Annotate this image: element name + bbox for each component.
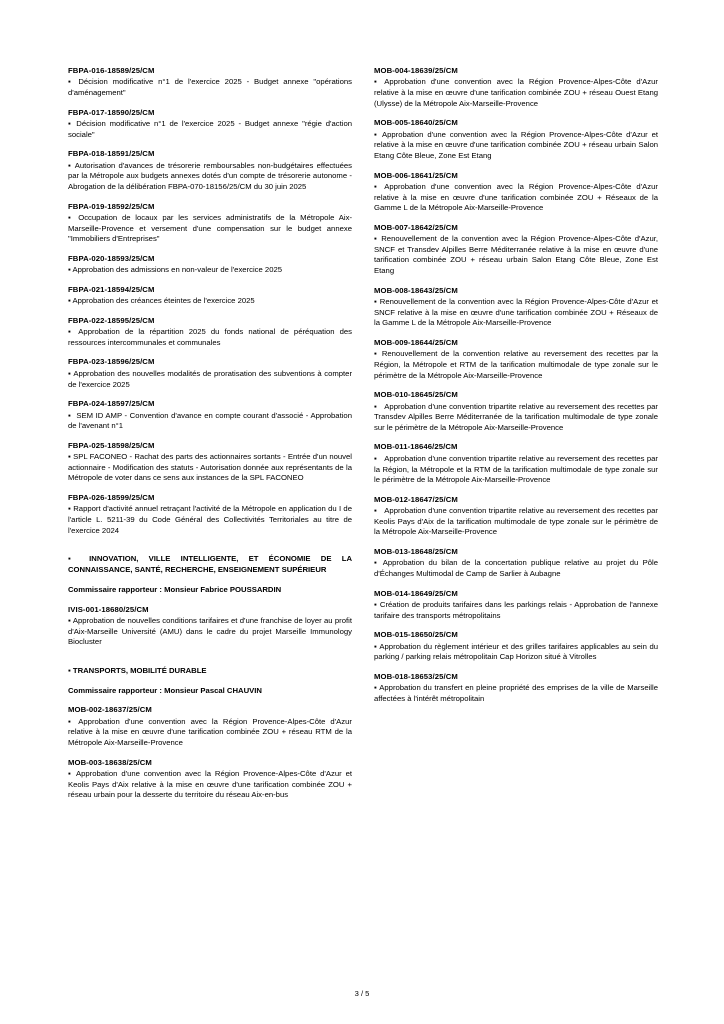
bullet-icon: ▪ [374,234,378,244]
item-text [374,600,658,621]
item-text [374,683,658,704]
item-reference: MOB-006-18641/25/CM [374,170,458,180]
agenda-item [68,441,352,484]
item-reference: IVIS-001-18680/25/CM [68,604,149,614]
bullet-icon: ▪ [68,296,71,306]
item-description: Approbation d'une convention avec la Région Provence-Alpes-Côte d'Azur et relative à la mise en œuvre d'une tarification combinée ZOU + réseau urbain Salon Etang Côte Bleue, Zone Est Etang [374,129,658,160]
bullet-icon: ▪ [68,160,72,170]
item-description: Occupation de locaux par les services administratifs de la Métropole Aix-Marseille-Provence et versement d'une compensation sur le budget annexe "Immobiliers d'Entreprises" [68,212,352,244]
bullet-icon: ▪ [374,558,379,568]
item-description: Approbation d'une convention avec la Région Provence-Alpes-Côte d'Azur relative à la mise en œuvre d'une tarification combinée ZOU + Réseaux de la Gamme L de la Métropole Aix-Marseille-Provence [374,181,658,213]
item-text [68,296,352,307]
bullet-icon: ▪ [374,506,378,516]
item-text [374,182,658,214]
bullet-icon: ▪ [68,616,71,626]
bullet-icon: ▪ [68,212,74,222]
item-description: Approbation de la répartition 2025 du fonds national de péréquation des ressources intercommunales et communales [68,327,352,347]
rapporteur-line: Commissaire rapporteur : Monsieur Fabrice POUSSARDIN [68,584,282,594]
agenda-item [374,390,658,433]
bullet-icon: ▪ [68,769,73,779]
section-heading-label: TRANSPORTS, MOBILITÉ DURABLE [72,665,207,675]
item-reference: MOB-003-18638/25/CM [68,757,152,767]
bullet-icon: ▪ [374,297,378,307]
bullet-icon: ▪ [374,401,378,411]
item-reference: FBPA-019-18592/25/CM [68,201,155,211]
bullet-icon: ▪ [374,683,378,693]
section-spacer [68,545,352,554]
left-column [68,66,352,810]
item-text [68,369,352,390]
bullet-icon: ▪ [68,265,71,275]
bullet-icon: ▪ [374,349,379,359]
rapporteur-line: Commissaire rapporteur : Monsieur Pascal CHAUVIN [68,685,262,695]
item-description: Approbation du bilan de la concertation publique relative au projet du Pôle d'Échanges Multimodal de Camp de Sarlier à Aubagne [374,558,658,579]
section-heading [68,666,352,677]
agenda-item [374,223,658,277]
item-description: Approbation d'une convention avec la Région Provence-Alpes-Côte d'Azur relative à la mise en œuvre d'une tarification combinée ZOU + réseau Ouest Etang (Ulysse) de la Métropole Aix-Marseille-Provence [374,77,658,108]
item-reference: FBPA-022-18595/25/CM [68,315,155,325]
agenda-item [374,630,658,663]
item-description: Approbation des créances éteintes de l'exercice 2025 [72,296,255,306]
agenda-item [374,672,658,705]
bullet-icon: ▪ [374,641,378,651]
agenda-item [68,758,352,801]
item-text [68,717,352,749]
item-text [374,297,658,329]
item-reference: FBPA-021-18594/25/CM [68,284,155,294]
item-description: Approbation d'une convention tripartite relative au reversement des recettes par la Région, la Métropole et la RTM de la tarification multimodale de type zonale sur le périmètre de la Métropole Aix-Marseille-Provence [374,453,658,485]
chapter-heading-label: INNOVATION, VILLE INTELLIGENTE, ET ÉCONOMIE DE LA CONNAISSANCE, SANTÉ, RECHERCHE, ENSEIGNEMENT SUPÉRIEUR [68,554,352,575]
item-text [68,213,352,245]
item-reference: MOB-009-18644/25/CM [374,337,458,347]
item-text [374,130,658,162]
item-text [374,349,658,381]
item-text [68,265,352,276]
agenda-item [374,547,658,580]
item-text [374,506,658,538]
bullet-icon: ▪ [68,665,71,675]
agenda-item [68,399,352,432]
agenda-item [374,589,658,622]
item-description: Approbation des nouvelles modalités de proratisation des subventions à compter de l'exercice 2025 [68,368,353,389]
bullet-icon: ▪ [68,327,74,337]
item-reference: MOB-014-18649/25/CM [374,588,458,598]
agenda-item [374,442,658,485]
item-text [68,161,352,193]
item-reference: MOB-010-18645/25/CM [374,390,458,400]
agenda-item [68,254,352,276]
item-reference: FBPA-025-18598/25/CM [68,440,155,450]
item-text [374,642,658,663]
item-text [68,119,352,140]
bullet-icon: ▪ [374,77,380,87]
item-description: Création de produits tarifaires dans les parkings relais - Approbation de l'annexe tarifaire des transports métropolitains [374,600,658,620]
bullet-icon: ▪ [374,600,378,610]
bullet-icon: ▪ [374,181,380,191]
agenda-item [68,705,352,748]
item-description: Renouvellement de la convention avec la Région Provence-Alpes-Côte d'Azur, SNCF et Transdev Alpilles Berre Méditerranée relative à la mise en œuvre d'une tarification combinée ZOU + réseau urbain Salon Etang Côte Bleue, Zone Est Etang [374,234,658,276]
item-reference: MOB-015-18650/25/CM [374,630,458,640]
item-reference: MOB-004-18639/25/CM [374,66,458,75]
agenda-item [374,118,658,161]
agenda-item [68,493,352,536]
item-reference: MOB-011-18646/25/CM [374,442,458,452]
item-description: Renouvellement de la convention relative au reversement des recettes par la Région, la Métropole et RTM de la tarification multimodale de type zonale sur le périmètre de la Métropole Aix-Marseille-Provence [374,349,658,380]
bullet-icon: ▪ [374,453,378,463]
item-text [68,452,352,484]
agenda-item [374,171,658,214]
item-description: Décision modificative n°1 de l'exercice 2025 - Budget annexe "opérations d'aménagement" [68,77,352,98]
item-description: SPL FACONEO - Rachat des parts des actionnaires sortants - Entrée d'un nouvel actionnaire - Modification des statuts - Autorisation donnée aux représentants de la Métropole de voter dans ce sens aux instances de la SPL FACONEO [68,452,353,483]
item-description: Approbation d'une convention avec la Région Provence-Alpes-Côte d'Azur et Keolis Pays d'Aix relative à la mise en œuvre d'une tarification combinée ZOU + réseau urbain pour la desserte du territoire du réseau Aix-en-bus [68,769,352,800]
item-description: Approbation d'une convention tripartite relative au reversement des recettes par Keolis Pays d'Aix de la tarification multimodale de type zonale sur le périmètre de la Métropole Aix-Marseille-Provence [374,506,658,537]
item-reference: MOB-005-18640/25/CM [374,118,458,128]
agenda-item [68,285,352,307]
two-column-body [68,66,658,810]
item-description: Renouvellement de la convention avec la Région Provence-Alpes-Côte d'Azur et SNCF relative à la mise en œuvre d'une tarification combinée ZOU + Réseaux de la Gamme L de la Métropole Aix-Marseille-Provence [374,297,658,328]
agenda-item [68,66,352,99]
bullet-icon: ▪ [68,119,73,129]
item-reference: MOB-013-18648/25/CM [374,547,458,557]
item-text [68,504,352,536]
item-text [68,77,352,98]
bullet-icon: ▪ [68,368,72,378]
agenda-item [68,149,352,192]
bullet-icon: ▪ [68,554,79,564]
item-reference: MOB-012-18647/25/CM [374,494,458,504]
agenda-item [374,286,658,329]
agenda-item [374,495,658,538]
agenda-item [68,605,352,648]
item-text [374,77,658,109]
section-spacer [68,657,352,666]
page-number-footer: 3 / 5 [354,989,370,998]
item-reference: MOB-018-18653/25/CM [374,671,458,681]
item-reference: FBPA-024-18597/25/CM [68,399,155,409]
bullet-icon: ▪ [68,716,74,726]
agenda-item [374,66,658,109]
item-text [374,402,658,434]
chapter-heading [68,554,352,576]
item-description: Approbation des admissions en non-valeur de l'exercice 2025 [72,265,283,275]
bullet-icon: ▪ [68,452,71,462]
item-text [374,558,658,579]
agenda-item [374,338,658,381]
item-text [68,411,352,432]
item-text [68,616,352,648]
item-text [374,234,658,277]
item-description: Approbation d'une convention tripartite relative au reversement des recettes par Transdev Alpilles Berre Méditerranée de la tarification multimodale de type zonale sur le périmètre de la Métropole Aix-Marseille-Provence [374,401,658,432]
bullet-icon: ▪ [68,410,72,420]
item-reference: MOB-007-18642/25/CM [374,222,458,232]
item-reference: FBPA-018-18591/25/CM [68,149,155,159]
item-description: SEM ID AMP - Convention d'avance en compte courant d'associé - Approbation de l'avenant n°1 [68,410,352,431]
item-description: Approbation d'une convention avec la Région Provence-Alpes-Côte d'Azur relative à la mise en œuvre d'une tarification combinée ZOU + réseau RTM de la Métropole Aix-Marseille-Provence [68,716,352,748]
agenda-item [68,357,352,390]
item-reference: MOB-008-18643/25/CM [374,285,458,295]
agenda-item [68,108,352,141]
item-text [68,327,352,348]
item-text [374,454,658,486]
item-description: Approbation de nouvelles conditions tarifaires et d'une franchise de loyer au profit d'Aix-Marseille Université (AMU) dans le cadre du projet Marseille Immunology Biocluster [68,616,352,647]
item-reference: FBPA-020-18593/25/CM [68,253,155,263]
item-reference: FBPA-023-18596/25/CM [68,357,155,367]
agenda-item [68,316,352,349]
bullet-icon: ▪ [68,504,71,514]
item-reference: MOB-002-18637/25/CM [68,705,152,715]
bullet-icon: ▪ [374,129,379,139]
item-reference: FBPA-016-18589/25/CM [68,66,155,75]
item-reference: FBPA-026-18599/25/CM [68,493,155,503]
bullet-icon: ▪ [68,77,74,87]
item-description: Décision modificative n°1 de l'exercice 2025 - Budget annexe "régie d'action sociale" [68,119,353,139]
item-description: Rapport d'activité annuel retraçant l'activité de la Métropole en application du I de l'article L. 5211-39 du Code Général des Collectivités Territoriales au titre de l'exercice 2024 [68,504,352,535]
item-reference: FBPA-017-18590/25/CM [68,107,155,117]
right-column [374,66,658,714]
agenda-item [68,202,352,245]
item-text [68,769,352,801]
item-description: Autorisation d'avances de trésorerie remboursables non-budgétaires effectuées par la Métropole aux budgets annexes dotés d'un compte de trésorerie autonome - Abrogation de la délibération FBPA-070-18156/25/CM du 30 juin 2025 [68,160,352,191]
item-description: Approbation du règlement intérieur et des grilles tarifaires applicables au sein du parking / parking relais métropolitain Cap Horizon situé à Vitrolles [374,641,658,662]
item-description: Approbation du transfert en pleine propriété des emprises de la ville de Marseille affectées à l'intérêt métropolitain [374,683,658,703]
